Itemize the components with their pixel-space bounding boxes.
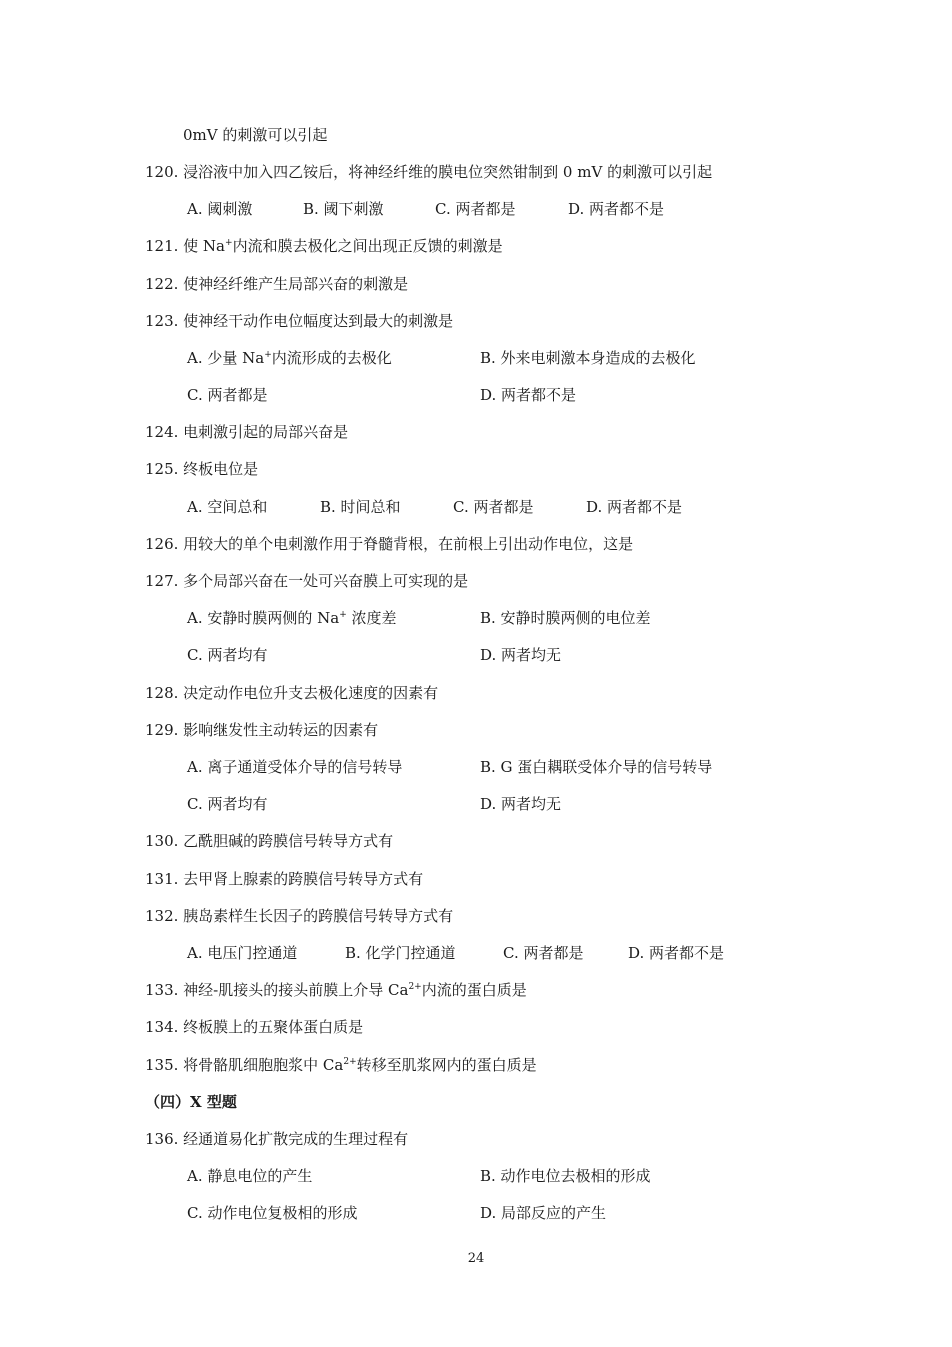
question-136: 136. 经通道易化扩散完成的生理过程有 [145, 1130, 409, 1148]
question-127: 127. 多个局部兴奋在一处可兴奋膜上可实现的是 [145, 572, 469, 590]
option-b: B. 时间总和 [320, 498, 401, 516]
option-b: B. 外来电刺激本身造成的去极化 [480, 349, 696, 367]
question-123: 123. 使神经干动作电位幅度达到最大的刺激是 [145, 312, 454, 330]
option-d: D. 两者都不是 [628, 944, 725, 962]
q135-text-post: 转移至肌浆网内的蛋白质是 [356, 1056, 537, 1074]
option-a: A. 阈刺激 [187, 200, 253, 218]
option-c: C. 两者均有 [187, 795, 268, 813]
option-c: C. 动作电位复极相的形成 [187, 1204, 358, 1222]
question-120: 120. 浸浴液中加入四乙铵后，将神经纤维的膜电位突然钳制到 0 mV 的刺激可以引起 [145, 163, 713, 181]
question-130: 130. 乙酰胆碱的跨膜信号转导方式有 [145, 832, 394, 850]
question-128: 128. 决定动作电位升支去极化速度的因素有 [145, 684, 439, 702]
q133-superscript: 2+ [408, 982, 422, 992]
option-c: C. 两者都是 [503, 944, 584, 962]
option-a-superscript: + [264, 350, 272, 360]
option-a-superscript: + [339, 610, 347, 620]
option-d: D. 两者都不是 [586, 498, 683, 516]
option-a: A. 离子通道受体介导的信号转导 [187, 758, 403, 776]
option-c: C. 两者都是 [435, 200, 516, 218]
q121-text-post: 内流和膜去极化之间出现正反馈的刺激是 [232, 237, 503, 255]
section-heading: （四）X 型题 [145, 1093, 237, 1111]
option-d: D. 两者都不是 [568, 200, 665, 218]
option-a: A. 静息电位的产生 [187, 1167, 313, 1185]
option-d: D. 局部反应的产生 [480, 1204, 607, 1222]
q133-text-pre: 133. 神经-肌接头的接头前膜上介导 Ca [145, 981, 409, 999]
question-135 [145, 1055, 537, 1075]
option-a: A. 电压门控通道 [187, 944, 298, 962]
option-a [187, 348, 392, 368]
option-b: B. 阈下刺激 [303, 200, 384, 218]
question-125: 125. 终板电位是 [145, 460, 259, 478]
option-a: A. 空间总和 [187, 498, 268, 516]
option-d: D. 两者均无 [480, 646, 562, 664]
question-129: 129. 影响继发性主动转运的因素有 [145, 721, 379, 739]
q135-text-pre: 135. 将骨骼肌细胞胞浆中 Ca [145, 1056, 344, 1074]
q135-superscript: 2+ [343, 1057, 357, 1067]
option-b: B. 安静时膜两侧的电位差 [480, 609, 651, 627]
option-a-text-pre: A. 安静时膜两侧的 Na [187, 609, 340, 627]
question-132: 132. 胰岛素样生长因子的跨膜信号转导方式有 [145, 907, 454, 925]
q121-text-pre: 121. 使 Na [145, 237, 226, 255]
question-124: 124. 电刺激引起的局部兴奋是 [145, 423, 349, 441]
question-133 [145, 980, 527, 1000]
question-122: 122. 使神经纤维产生局部兴奋的刺激是 [145, 275, 409, 293]
q121-superscript: + [225, 238, 233, 248]
option-b: B. 化学门控通道 [345, 944, 456, 962]
option-d: D. 两者都不是 [480, 386, 577, 404]
option-c: C. 两者均有 [187, 646, 268, 664]
question-121 [145, 236, 503, 256]
option-d: D. 两者均无 [480, 795, 562, 813]
question-134: 134. 终板膜上的五聚体蛋白质是 [145, 1018, 364, 1036]
question-126: 126. 用较大的单个电刺激作用于脊髓背根，在前根上引出动作电位，这是 [145, 535, 634, 553]
question-131: 131. 去甲肾上腺素的跨膜信号转导方式有 [145, 870, 424, 888]
option-c: C. 两者都是 [187, 386, 268, 404]
continuation-line: 0mV 的刺激可以引起 [183, 126, 328, 144]
option-a-text-post: 内流形成的去极化 [271, 349, 392, 367]
option-a [187, 608, 397, 628]
option-c: C. 两者都是 [453, 498, 534, 516]
q133-text-post: 内流的蛋白质是 [421, 981, 527, 999]
option-b: B. 动作电位去极相的形成 [480, 1167, 651, 1185]
option-a-text-pre: A. 少量 Na [187, 349, 265, 367]
option-b: B. G 蛋白耦联受体介导的信号转导 [480, 758, 713, 776]
page-number: 24 [467, 1251, 485, 1266]
option-a-text-post: 浓度差 [346, 609, 397, 627]
